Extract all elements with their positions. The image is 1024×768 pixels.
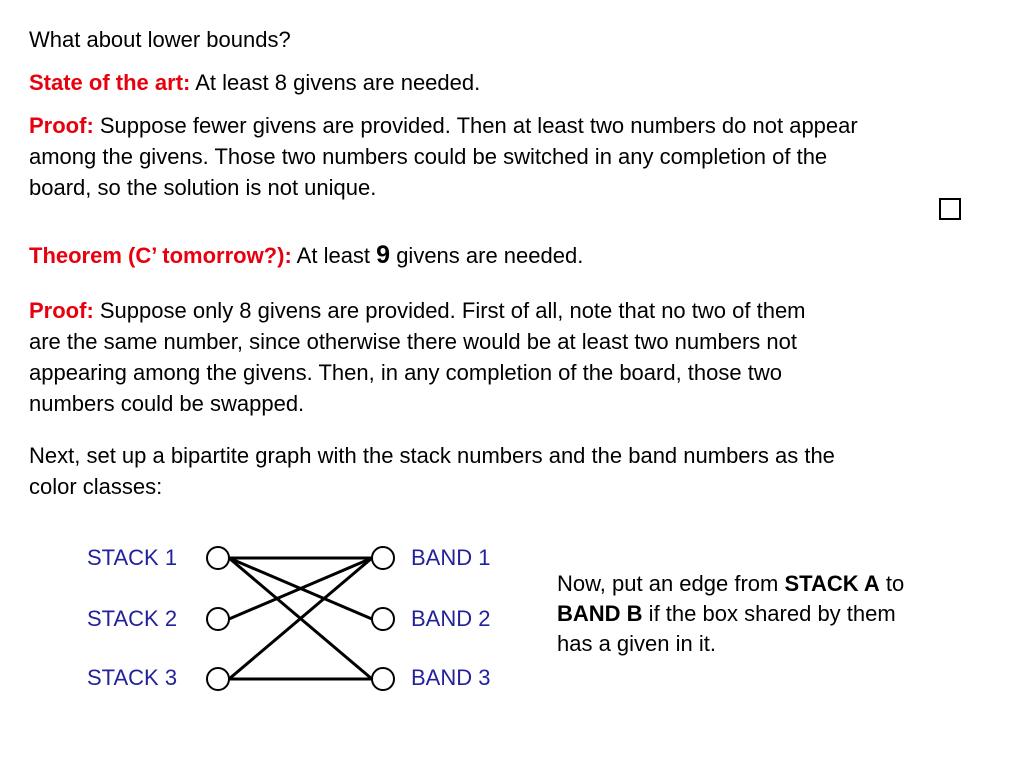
next-line1: Next, set up a bipartite graph with the stack numbers and the band numbers as the (29, 443, 835, 468)
graph-edges (229, 558, 372, 679)
stack-3-label: STACK 3 (87, 665, 178, 690)
band-2-label: BAND 2 (411, 606, 491, 631)
note-line2 (557, 599, 896, 629)
intro-text: What about lower bounds? (29, 27, 291, 52)
band-3-label: BAND 3 (411, 665, 491, 690)
proof2-label: Proof: (29, 298, 94, 323)
note-band-b: BAND B (557, 601, 643, 626)
band-3-node (372, 668, 394, 690)
note-line3: has a given in it. (557, 631, 716, 656)
note-l1-post: to (879, 571, 905, 596)
stack-2-node (207, 608, 229, 630)
theorem-post: givens are needed. (390, 243, 584, 268)
note-line1 (557, 569, 904, 599)
proof1-line3: board, so the solution is not unique. (29, 175, 377, 200)
theorem-number: 9 (376, 241, 391, 269)
note-stack-a: STACK A (784, 571, 880, 596)
proof1-line2: among the givens. Those two numbers could be switched in any completion of the (29, 144, 828, 169)
band-2-node (372, 608, 394, 630)
proof1-label: Proof: (29, 113, 94, 138)
state-of-art-label: State of the art: (29, 70, 191, 95)
note-l1-pre: Now, put an edge from (557, 571, 785, 596)
proof2-text1: Suppose only 8 givens are provided. First of all, note that no two of them (93, 298, 806, 323)
stack-2-label: STACK 2 (87, 606, 178, 631)
stack-3-node (207, 668, 229, 690)
proof1-text1: Suppose fewer givens are provided. Then at least two numbers do not appear (93, 113, 858, 138)
stack-1-label: STACK 1 (87, 545, 178, 570)
theorem-label: Theorem (C’ tomorrow?): (29, 243, 292, 268)
proof2-line4: numbers could be swapped. (29, 391, 305, 416)
stack-1-node (207, 547, 229, 569)
next-line2: color classes: (29, 474, 163, 499)
theorem-pre: At least (291, 243, 377, 268)
band-1-label: BAND 1 (411, 545, 491, 570)
band-1-node (372, 547, 394, 569)
state-of-art-text: At least 8 givens are needed. (190, 70, 481, 95)
note-l2-post: if the box shared by them (642, 601, 896, 626)
proof2-line3: appearing among the givens. Then, in any completion of the board, those two (29, 360, 782, 385)
proof2-line2: are the same number, since otherwise there would be at least two numbers not (29, 329, 797, 354)
